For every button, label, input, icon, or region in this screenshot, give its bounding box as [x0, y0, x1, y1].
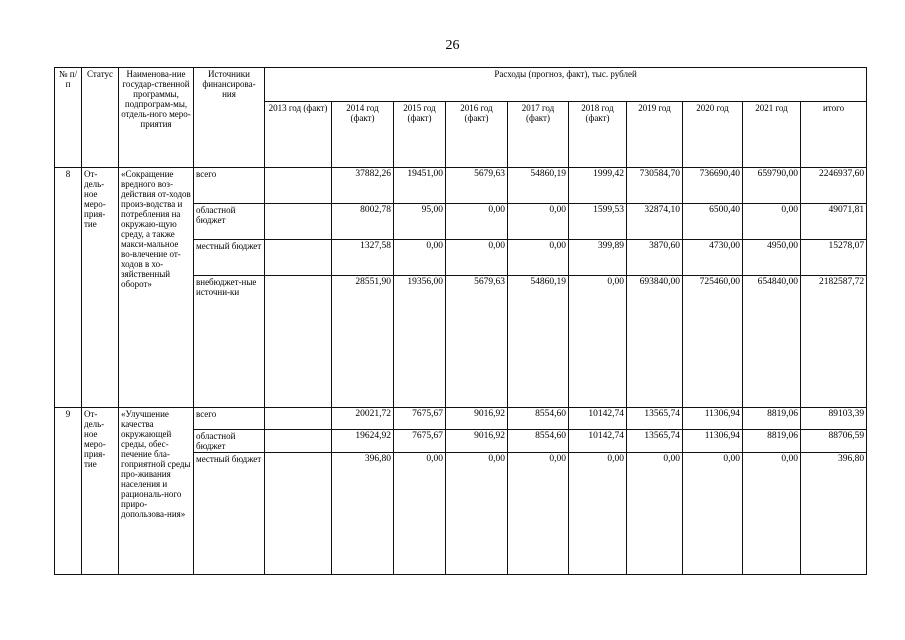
- row-source: всего: [194, 408, 265, 430]
- value-cell: 0,00: [508, 204, 569, 240]
- value-cell: 0,00: [446, 240, 508, 276]
- value-cell: 725460,00: [683, 276, 743, 408]
- value-cell: 89103,39: [801, 408, 867, 430]
- value-cell: 0,00: [683, 453, 743, 575]
- row-number: 8: [55, 168, 82, 408]
- value-cell: 54860,19: [508, 168, 569, 204]
- value-cell: 1599,53: [569, 204, 627, 240]
- value-cell: 0,00: [627, 453, 683, 575]
- value-cell: 37882,26: [332, 168, 394, 204]
- value-cell: [265, 408, 332, 430]
- value-cell: 7675,67: [394, 430, 446, 453]
- value-cell: 54860,19: [508, 276, 569, 408]
- value-cell: 7675,67: [394, 408, 446, 430]
- value-cell: 49071,81: [801, 204, 867, 240]
- year-header: 2019 год: [627, 102, 683, 168]
- value-cell: 654840,00: [743, 276, 801, 408]
- value-cell: 1327,58: [332, 240, 394, 276]
- value-cell: 0,00: [569, 276, 627, 408]
- value-cell: 2182587,72: [801, 276, 867, 408]
- value-cell: 8819,06: [743, 408, 801, 430]
- year-header: 2021 год: [743, 102, 801, 168]
- value-cell: [265, 240, 332, 276]
- value-cell: 2246937,60: [801, 168, 867, 204]
- row-source: областной бюджет: [194, 204, 265, 240]
- row-number: 9: [55, 408, 82, 575]
- value-cell: 11306,94: [683, 408, 743, 430]
- value-cell: 0,00: [569, 453, 627, 575]
- value-cell: 0,00: [508, 453, 569, 575]
- value-cell: 88706,59: [801, 430, 867, 453]
- table-row: [55, 408, 867, 430]
- value-cell: [265, 168, 332, 204]
- value-cell: 13565,74: [627, 408, 683, 430]
- value-cell: 9016,92: [446, 430, 508, 453]
- value-cell: 0,00: [446, 453, 508, 575]
- row-status: От-дель-ное меро-прия-тие: [82, 408, 119, 575]
- value-cell: 15278,07: [801, 240, 867, 276]
- value-cell: 693840,00: [627, 276, 683, 408]
- value-cell: 730584,70: [627, 168, 683, 204]
- value-cell: 396,80: [332, 453, 394, 575]
- row-name: «Улучшение качества окружающей среды, обес-печение бла-гоприятной среды про-живания населения и рациональ-ного приро-допользова-ния»: [119, 408, 194, 575]
- year-header: итого: [801, 102, 867, 168]
- row-source: всего: [194, 168, 265, 204]
- value-cell: 19451,00: [394, 168, 446, 204]
- value-cell: [265, 276, 332, 408]
- row-status: От-дель-ное меро-прия-тие: [82, 168, 119, 408]
- row-source: местный бюджет: [194, 240, 265, 276]
- col-header-name: Наименова-ние государ-ственной программы, подпрограм-мы, отдель-ного меро-приятия: [119, 68, 194, 168]
- col-header-source: Источники финансирова-ния: [194, 68, 265, 168]
- row-source: внебюджет-ные источни-ки: [194, 276, 265, 408]
- value-cell: 0,00: [508, 240, 569, 276]
- value-cell: 0,00: [394, 453, 446, 575]
- value-cell: 8554,60: [508, 430, 569, 453]
- row-source: местный бюджет: [194, 453, 265, 575]
- value-cell: 1999,42: [569, 168, 627, 204]
- value-cell: 10142,74: [569, 430, 627, 453]
- value-cell: 10142,74: [569, 408, 627, 430]
- value-cell: 9016,92: [446, 408, 508, 430]
- col-header-no: № п/п: [55, 68, 82, 168]
- value-cell: 8554,60: [508, 408, 569, 430]
- value-cell: 736690,40: [683, 168, 743, 204]
- value-cell: 95,00: [394, 204, 446, 240]
- expenses-table: [54, 67, 867, 575]
- year-header: 2020 год: [683, 102, 743, 168]
- value-cell: 6500,40: [683, 204, 743, 240]
- value-cell: 0,00: [743, 204, 801, 240]
- value-cell: 20021,72: [332, 408, 394, 430]
- row-source: областной бюджет: [194, 430, 265, 453]
- page-number: 26: [445, 38, 460, 53]
- value-cell: 19356,00: [394, 276, 446, 408]
- row-name: «Сокращение вредного воз-действия от-ходов произ-водства и потребления на окружаю-щую среду, а также макси-мальное во-влечение от-ходов в хо-зяйственный оборот»: [119, 168, 194, 408]
- value-cell: 5679,63: [446, 168, 508, 204]
- year-header: 2015 год (факт): [394, 102, 446, 168]
- value-cell: 8002,78: [332, 204, 394, 240]
- value-cell: 5679,63: [446, 276, 508, 408]
- year-header: 2018 год (факт): [569, 102, 627, 168]
- value-cell: 8819,06: [743, 430, 801, 453]
- value-cell: 659790,00: [743, 168, 801, 204]
- year-header: 2013 год (факт): [265, 102, 332, 168]
- value-cell: 399,89: [569, 240, 627, 276]
- value-cell: 4730,00: [683, 240, 743, 276]
- table-row: [55, 168, 867, 204]
- value-cell: [265, 204, 332, 240]
- year-header: 2016 год (факт): [446, 102, 508, 168]
- value-cell: 11306,94: [683, 430, 743, 453]
- value-cell: 32874,10: [627, 204, 683, 240]
- value-cell: 19624,92: [332, 430, 394, 453]
- value-cell: 3870,60: [627, 240, 683, 276]
- value-cell: 13565,74: [627, 430, 683, 453]
- value-cell: 0,00: [743, 453, 801, 575]
- col-header-expenses: Расходы (прогноз, факт), тыс. рублей: [265, 68, 867, 102]
- value-cell: [265, 453, 332, 575]
- value-cell: 396,80: [801, 453, 867, 575]
- value-cell: 4950,00: [743, 240, 801, 276]
- value-cell: 28551,90: [332, 276, 394, 408]
- year-header: 2017 год (факт): [508, 102, 569, 168]
- value-cell: 0,00: [446, 204, 508, 240]
- col-header-status: Статус: [82, 68, 119, 168]
- year-header: 2014 год (факт): [332, 102, 394, 168]
- value-cell: 0,00: [394, 240, 446, 276]
- value-cell: [265, 430, 332, 453]
